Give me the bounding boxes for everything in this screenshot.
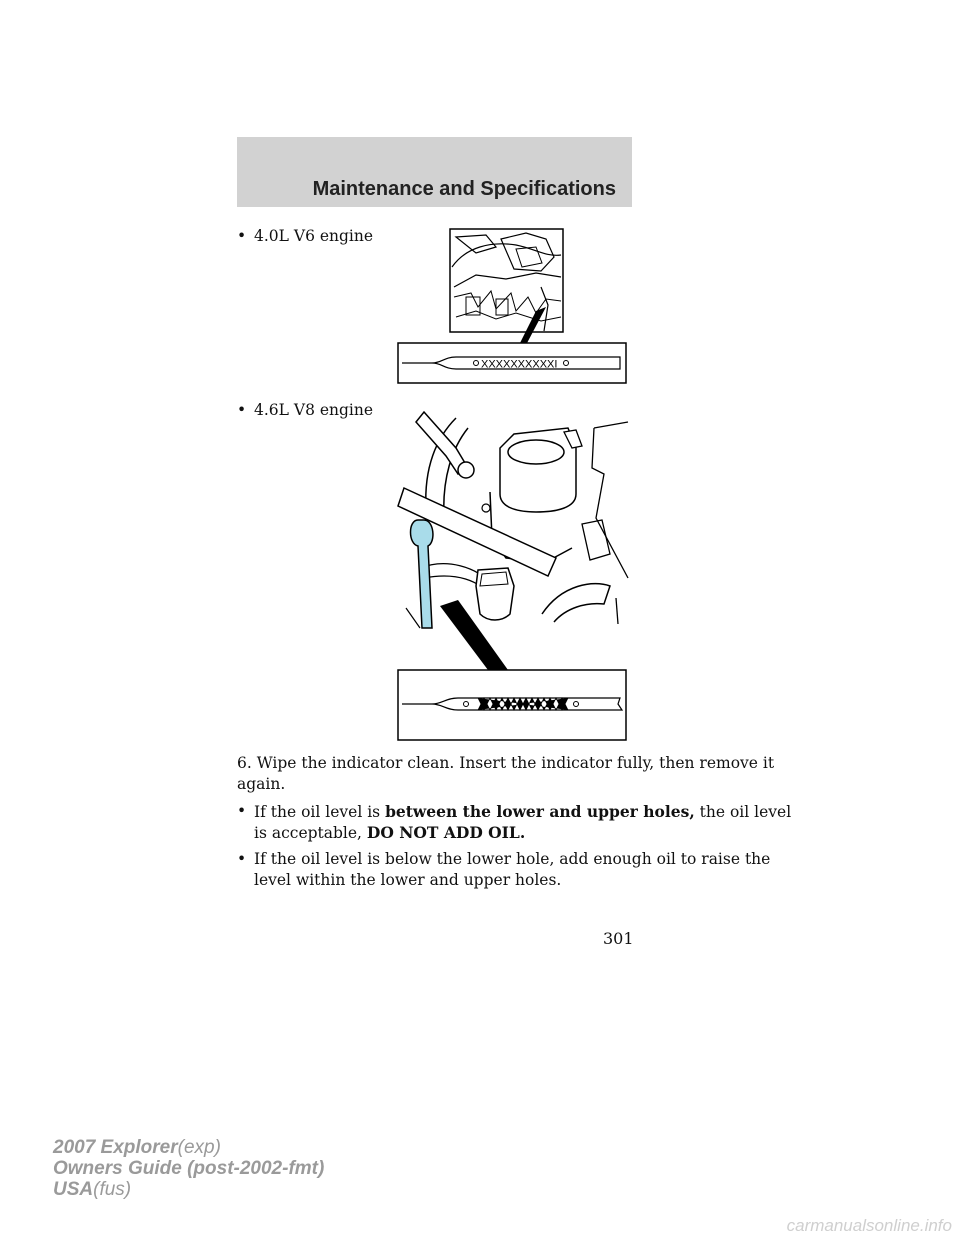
footer-model: 2007 Explorer [53,1137,178,1158]
footer-line3 [53,1179,324,1200]
footer-line1 [53,1137,324,1158]
text-run: If the oil level is [254,803,386,821]
footer-market: USA [53,1179,94,1200]
v6-engine-figure [396,227,628,385]
bullet-symbol: • [237,802,247,820]
bullet-v8-engine: 4.6L V8 engine [254,401,374,419]
footer-line2: Owners Guide (post-2002-fmt) [53,1158,325,1179]
v6-dipstick-illustration [398,343,626,383]
header-band [237,137,632,207]
bullet-v6-engine: 4.0L V6 engine [254,227,374,245]
v8-dipstick-illustration [398,670,626,740]
footer [53,1137,324,1200]
v6-engine-illustration [450,229,563,345]
section-title: Maintenance and Specifications [312,178,616,200]
bullet-symbol: • [237,850,247,868]
step6-line2: again. [237,775,286,793]
footer-model-code: (exp) [177,1137,221,1158]
v8-engine-illustration [398,412,628,670]
bullet-symbol: • [237,401,247,419]
text-run: is acceptable, [254,824,367,842]
bullet-add-oil-line2: level within the lower and upper holes. [254,871,562,889]
dipstick-handle [411,520,433,628]
bullet-oil-acceptable-line2 [254,822,525,844]
bullet-symbol: • [237,227,247,245]
v6-dipstick-marking: XXXXXXXXXXI [481,358,558,371]
watermark[interactable]: carmanualsonline.info [786,1216,952,1235]
bullet-oil-acceptable-line1 [254,801,791,823]
step6-line1: 6. Wipe the indicator clean. Insert the indicator fully, then remove it [237,754,775,772]
page-number: 301 [603,929,634,948]
bold-text: between the lower and upper holes, [385,802,695,821]
bullet-add-oil-line1: If the oil level is below the lower hole, add enough oil to raise the [254,850,771,868]
footer-market-code: (fus) [93,1179,132,1200]
text-run: the oil level [694,803,792,821]
v8-engine-figure [396,408,630,742]
bold-text: DO NOT ADD OIL. [366,823,526,842]
